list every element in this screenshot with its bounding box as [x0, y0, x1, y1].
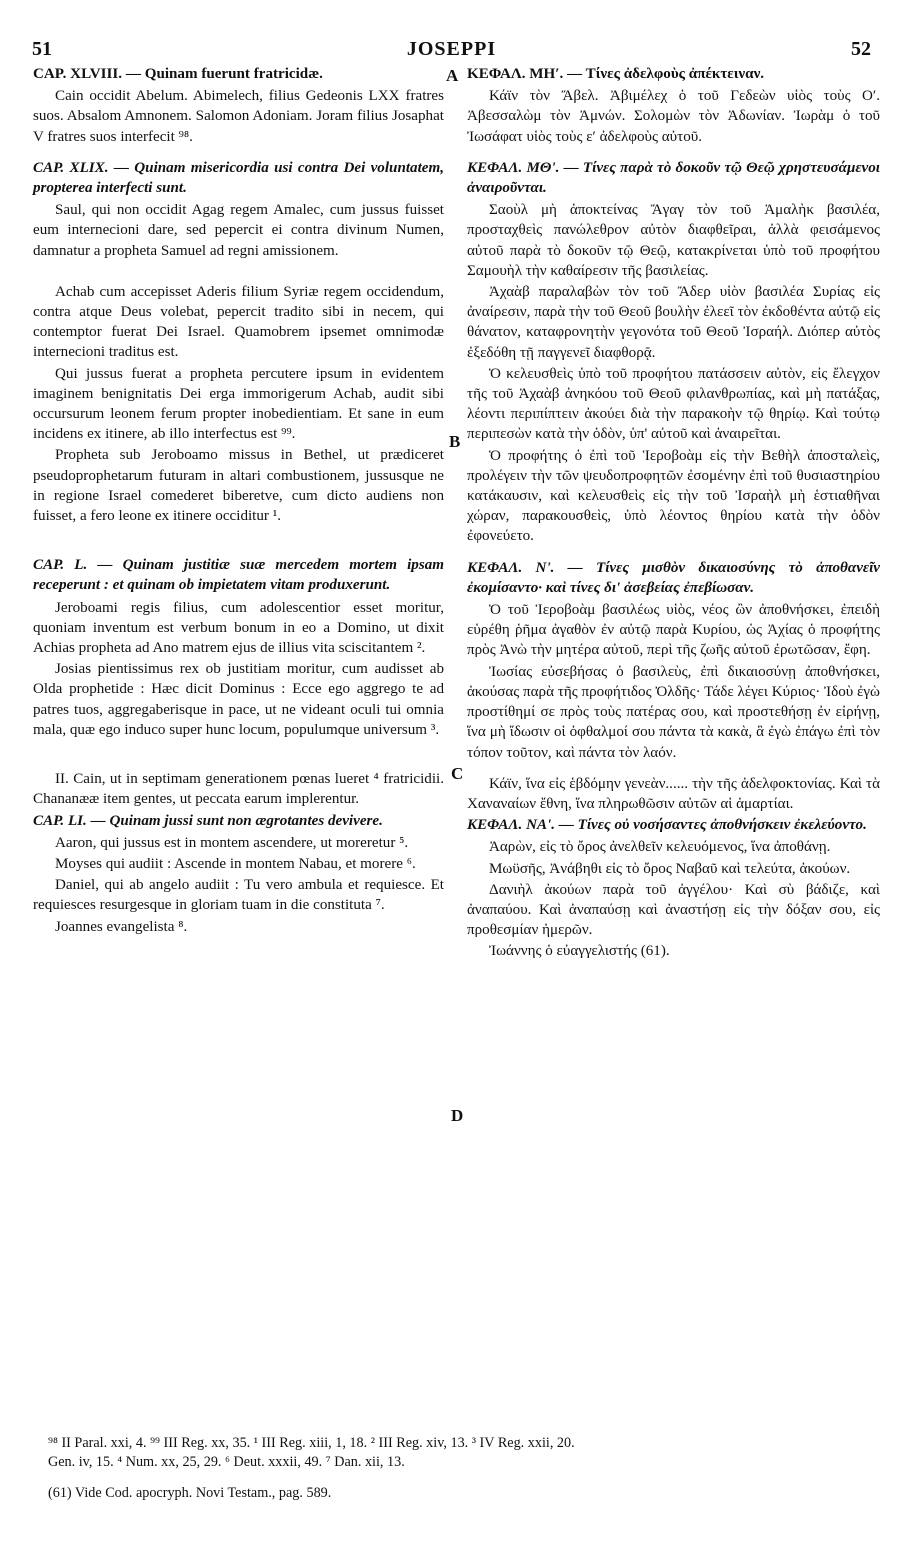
greek-chapter-49-paragraph-3: Ὁ κελευσθεὶς ὑπὸ τοῦ προφήτου πατάσσειν αὐτὸν, εἰς ἔλεγχον τῆς τοῦ Ἀχαὰβ ἀνηκόου τοῦ Θεοῦ φιλανθρωπίας, καὶ μὴ πατάξας, λέοντι περιπίπτειν ἀκούει διὰ τὴν παρακοὴν τῷ θηρίῳ. Καὶ τούτῳ περιπεσὼν κατὰ τὴν ὁδὸν, ὑπ' αὐτοῦ καὶ ἀναιρεῖται. [467, 365, 880, 443]
latin-chapter-50-paragraph-1: Jeroboami regis filius, cum adolescentior esset moritur, quoniam inventum est verbum bonum in eo a Domino, ut dixit Achias propheta ad Ano matrem ejus de illius vita sciscitantem ². [33, 599, 444, 657]
margin-mark-a: A [446, 66, 459, 85]
latin-chapter-49-heading: CAP. XLIX. — Quinam misericordia usi contra Dei voluntatem, propterea interfecti sunt. [33, 159, 444, 197]
latin-chapter-51-paragraph-4: Joannes evangelista ⁸. [55, 918, 188, 935]
latin-chapter-51-paragraph-1: Aaron, qui jussus est in montem ascendere, ut moreretur ⁵. [55, 834, 409, 851]
footnote-line-2: Gen. iv, 15. ⁴ Num. xx, 25, 29. ⁶ Deut. xxxii, 49. ⁷ Dan. xii, 13. [48, 1454, 405, 1470]
greek-chapter-51-paragraph-2: Μωϋσῆς, Ἀνάβηθι εἰς τὸ ὄρος Ναβαῦ καὶ τελεύτα, ἀκούων. [489, 860, 851, 877]
latin-chapter-51-paragraph-2: Moyses qui audiit : Ascende in montem Nabau, et morere ⁶. [55, 855, 416, 872]
latin-chapter-50-paragraph-2: Josias pientissimus rex ob justitiam moritur, cum audisset ab Olda prophetide : Hæc dicit Dominus : Ecce ego aggrego te ad patres tuos, aggregaberisque in pace, ut ne videant oculi tui omnia mala, quæ ego induco super hunc locum, populumque universum ³. [33, 661, 444, 738]
latin-chapter-49-paragraph-3: Qui jussus fuerat a propheta percutere ipsum in evidentem imaginem benignitatis Dei erga immorigerum Achab, audit sibi occursurum leonem ferum propter inobedientiam. Et sane in eum incidens ex itinere, ab illo interfectus est ⁹⁹. [33, 365, 444, 443]
latin-chapter-51-paragraph-3: Daniel, qui ab angelo audiit : Tu vero ambula et requiesce. Et requiesces resurgesque in gloriam tuam in die constituta ⁷. [33, 877, 444, 914]
latin-chapter-48-text: Cain occidit Abelum. Abimelech, filius Gedeonis LXX fratres suos. Absalom Amnonem. Salomon Adoniam. Joram filius Josaphat V fratres suos interfecit ⁹⁸. [33, 88, 444, 145]
page-number-left: 51 [32, 38, 52, 60]
greek-chapter-49-heading: ΚΕΦΑΛ. ΜΘʹ. — Τίνες παρὰ τὸ δοκοῦν τῷ Θεῷ χρηστευσάμενοι ἀναιροῦνται. [467, 159, 880, 197]
latin-chapter-49-paragraph-2: Achab cum accepisset Aderis filium Syriæ regem occidendum, contra atque Deus volebat, pepercit tradito sibi in necem, qui contemptor fuerat Dei Israel. Quamobrem ipsemet omnimodæ internecioni traditus est. [33, 283, 444, 361]
latin-chapter-51-heading: CAP. LI. — Quinam jussi sunt non ægrotantes devivere. [33, 812, 383, 829]
greek-chapter-50-heading: ΚΕΦΑΛ. Νʹ. — Τίνες μισθὸν δικαιοσύνης τὸ ἀποθανεῖν ἐκομίσαντο· καὶ τίνες δι' ἀσεβείας ἐπεβίωσαν. [467, 559, 880, 596]
page-header [32, 38, 871, 64]
greek-chapter-50-paragraph-2: Ἰωσίας εὐσεβήσας ὁ βασιλεὺς, ἐπὶ δικαιοσύνῃ ἀποθνήσκει, ἀκούσας παρὰ τῆς προφήτιδος Ὀλδῆς· Τάδε λέγει Κύριος· Ἰδοὺ ἐγὼ προστίθημί σε πρὸς τοὺς πατέρας σου, καὶ προστεθήσῃ ἐν εἰρήνῃ, ἵνα μὴ ἴδωσιν οἱ ὀφθαλμοί σου πάντα τὰ κακὰ, ἃ ἐγὼ ἐπάγω ἐπὶ τὸν τόπον τοῦτον, καὶ πάντα τὸν λαόν. [467, 663, 880, 761]
greek-chapter-51-heading: ΚΕΦΑΛ. ΝΑʹ. — Τίνες οὐ νοσήσαντες ἀποθνήσκειν ἐκελεύοντο. [467, 817, 867, 834]
running-title: JOSEPPI [406, 38, 497, 60]
greek-chapter-48-text: Κάϊν τὸν Ἄβελ. Ἀβιμέλεχ ὁ τοῦ Γεδεὼν υἱὸς τοὺς Οʹ. Ἀβεσσαλὼμ τὸν Ἀμνών. Σολομὼν τὸν Ἀδωνίαν. Ἰωρὰμ ὁ τοῦ Ἰωσάφατ υἱὸς τοὺς εʹ ἀδελφοὺς αὐτοῦ. [467, 88, 880, 145]
latin-chapter-49-paragraph-1: Saul, qui non occidit Agag regem Amalec, cum jussus fuisset eum internecioni dare, sed pepercit ei contra divinum Numen, damnatur a propheta Samuel ad regni amissionem. [33, 202, 444, 259]
greek-chapter-51-paragraph-3: Δανιὴλ ἀκούων παρὰ τοῦ ἀγγέλου· Καὶ σὺ βάδιζε, καὶ ἀναπαύου. Καὶ ἀναπαύσῃ καὶ ἀναστήσῃ εἰς τὴν δόξαν σου, εἰς προθεσμίαν ἡμερῶν. [467, 881, 880, 939]
margin-mark-c: C [451, 764, 464, 783]
latin-chapter-50-heading: CAP. L. — Quinam justitiæ suæ mercedem mortem ipsam receperunt : et quinam ob impietatem vitam produxerunt. [33, 557, 444, 594]
greek-chapter-49-paragraph-2: Ἀχαὰβ παραλαβὼν τὸν τοῦ Ἄδερ υἱὸν βασιλέα Συρίας εἰς ἀναίρεσιν, παρὰ τὴν τοῦ Θεοῦ βουλὴν ἐλεεῖ τὸν ἐκδοθέντα αὐτῷ εἰς θάνατον, καταφρονητὴν γεγονότα τοῦ Θεοῦ Ἰσραήλ. Διόπερ αὐτὸς ἐξεδόθη τῇ παγγενεῖ διαφθορᾷ. [467, 284, 880, 361]
margin-mark-b: B [449, 432, 461, 451]
latin-column [33, 64, 444, 938]
footnote-line-3: (61) Vide Cod. apocryph. Novi Testam., pag. 589. [48, 1485, 332, 1501]
greek-column [467, 64, 880, 963]
latin-section-2: II. Cain, ut in septimam generationem pœnas lueret ⁴ fratricidii. Chananææ item gentes, ut peccata earum implerentur. [33, 771, 444, 808]
greek-section-2: Κάϊν, ἵνα εἰς ἑβδόμην γενεὰν...... τὴν τῆς ἀδελφοκτονίας. Καὶ τὰ Χαναναίων ἔθνη, ἵνα πληρωθῶσιν αὐτῶν αἱ ἁμαρτίαι. [467, 775, 880, 812]
greek-chapter-50-paragraph-1: Ὁ τοῦ Ἱεροβοὰμ βασιλέως υἱὸς, νέος ὢν ἀποθνήσκει, ἐπειδὴ εὑρέθη ῥῆμα ἀγαθὸν ἐν αὐτῷ παρὰ Κυρίου, ὡς Ἀχίας ὁ προφήτης πρὸς Ἀνὼ τὴν μητέρα αὐτοῦ, περὶ τῆς ζωῆς αὐτοῦ ἐρωτῶσαν, ἔφη. [467, 602, 880, 659]
greek-chapter-49-paragraph-1: Σαοὺλ μὴ ἀποκτείνας Ἄγαγ τὸν τοῦ Ἀμαλὴκ βασιλέα, προσταχθεὶς πανώλεθρον αὐτὸν διαφθεῖραι, ἀλλὰ φεισάμενος αὐτοῦ παρὰ τὸ δοκοῦν τῷ Θεῷ, κατακρίνεται ὑπὸ τοῦ προφήτου Σαμουὴλ τὴν καθαίρεσιν τῆς βασιλείας. [467, 202, 880, 279]
greek-chapter-51-paragraph-1: Ἀαρὼν, εἰς τὸ ὄρος ἀνελθεῖν κελευόμενος, ἵνα ἀποθάνῃ. [489, 839, 831, 856]
greek-chapter-51-paragraph-4: Ἰωάννης ὁ εὐαγγελιστής (61). [489, 943, 670, 960]
margin-mark-d: D [451, 1106, 464, 1125]
latin-chapter-48-heading: CAP. XLVIII. — Quinam fuerunt fratricidæ. [33, 66, 323, 82]
greek-chapter-48-heading: ΚΕΦΑΛ. ΜΗʹ. — Τίνες ἀδελφοὺς ἀπέκτειναν. [467, 66, 765, 82]
page-number-right: 52 [851, 38, 871, 60]
latin-chapter-49-paragraph-4: Propheta sub Jeroboamo missus in Bethel, ut prædiceret pseudoprophetarum futuram in altari combustionem, jussusque ne in regione Israel comederet biberetve, cum dicto audiens non fuisset, a fero leone ex itinere occiditur ¹. [33, 447, 444, 525]
footnote-line-1: ⁹⁸ II Paral. xxi, 4. ⁹⁹ III Reg. xx, 35. ¹ III Reg. xiii, 1, 18. ² III Reg. xiv, 13. ³ IV Reg. xxii, 20. [48, 1435, 575, 1451]
greek-chapter-49-paragraph-4: Ὁ προφήτης ὁ ἐπὶ τοῦ Ἱεροβοὰμ εἰς τὴν Βεθὴλ ἀποσταλεὶς, προλέγειν τὴν τῶν ψευδοπροφητῶν ἐσομένην ἐπὶ τοῦ θυσιαστηρίου κατάκαυσιν, καὶ κελευσθεὶς εἰς τὴν τοῦ Ἰσραὴλ μὴ ἑστιαθῆναι χώραν, παρακουσθεὶς, ὑπὸ λέοντος θηρίου κατὰ τὴν ὁδὸν ἐφονεύετο. [467, 447, 880, 545]
